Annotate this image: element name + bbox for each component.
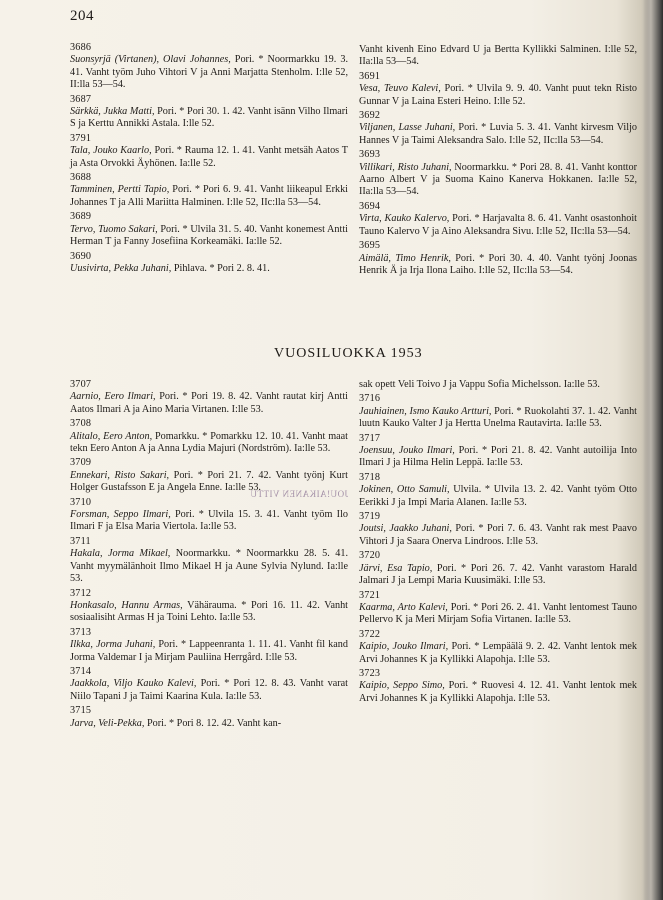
entry-text: Pori. * Pori 21. 7. 42. Vanht työnj Kurt Holger Gustafsson E ja Angela Enne. Ia:lle 53. bbox=[70, 469, 348, 494]
entry-name: Virta, Kauko Kalervo, bbox=[359, 213, 450, 225]
entry bbox=[359, 629, 637, 666]
entry-number: 3723 bbox=[359, 667, 381, 679]
entry-name: Honkasalo, Hannu Armas, bbox=[70, 599, 183, 611]
entry-text: Pori. * Noormarkku 19. 3. 41. Vanht työm Juho Vihtori V ja Anni Marjatta Stenholm. I:lle 52, II:lla 53—54. bbox=[70, 54, 348, 91]
entry-text: Pori. * Pori 26. 7. 42. Vanht varastom Harald Jalmari J ja Lempi Maria Kuusimäki. I:lle 53. bbox=[359, 562, 637, 587]
column-d bbox=[359, 379, 637, 707]
entry bbox=[70, 94, 348, 131]
entry bbox=[70, 536, 348, 586]
entry bbox=[359, 110, 637, 147]
entry-text: sak opett Veli Toivo J ja Vappu Sofia Michelsson. Ia:lle 53. bbox=[359, 379, 600, 390]
column-c bbox=[70, 379, 348, 732]
entry-text: Pori. * Pori 19. 8. 42. Vanht rautat kirj Antti Aatos Ilmari A ja Aino Maria Virtanen. I:lle 53. bbox=[70, 391, 348, 415]
entry-number: 3692 bbox=[359, 110, 381, 122]
entry-text: Pihlava. * Pori 2. 8. 41. bbox=[171, 262, 270, 274]
entry-name: Suonsyrjä (Virtanen), Olavi Johannes, bbox=[70, 54, 231, 66]
entry-text: Pori. * Lempäälä 9. 2. 42. Vanht lentok mek Arvi Johannes K ja Kyllikki Alapohja. I:lle 53. bbox=[359, 641, 637, 665]
page-number: 204 bbox=[70, 8, 94, 24]
entry-name: Aarnio, Eero Ilmari, bbox=[70, 391, 156, 403]
entry-name: Särkkä, Jukka Matti, bbox=[70, 106, 155, 118]
entry bbox=[70, 211, 348, 248]
entry-number: 3721 bbox=[359, 589, 381, 601]
entry bbox=[70, 172, 348, 209]
entry-name: Ennekari, Risto Sakari, bbox=[70, 469, 170, 481]
entry-number: 3717 bbox=[359, 432, 381, 444]
entry bbox=[359, 393, 637, 430]
entry bbox=[359, 379, 637, 391]
entry-name: Tamminen, Pertti Tapio, bbox=[70, 184, 170, 196]
entry bbox=[359, 201, 637, 238]
entry-name: Jokinen, Otto Samuli, bbox=[359, 484, 450, 496]
entry-text: Pori. * Lappeenranta 1. 11. 41. Vanht fil kand Jorma Valdemar I ja Mirjam Pauliina Herrgård. I:lle 53. bbox=[70, 639, 348, 663]
entry-name: Alitalo, Eero Anton, bbox=[70, 430, 153, 442]
entry-number: 3713 bbox=[70, 626, 92, 638]
entry-number: 3722 bbox=[359, 628, 381, 640]
entry-text: Vähärauma. * Pori 16. 11. 42. Vanht sosiaalisiht Armas H ja Toini Lehto. Ia:lle 53. bbox=[70, 599, 349, 624]
entry-name: Viljanen, Lasse Juhani, bbox=[359, 122, 456, 134]
entry-name: Joutsi, Jaakko Juhani, bbox=[359, 523, 452, 535]
entry-number: 3716 bbox=[359, 393, 381, 405]
entry-name: Jaakkola, Viljo Kauko Kalevi, bbox=[70, 678, 197, 690]
entry-name: Tala, Jouko Kaarlo, bbox=[70, 145, 152, 157]
entry-text: Pori. * Pori 7. 6. 43. Vanht rak mest Paavo Vihtori J ja Saara Onerva Lindroos. I:lle 53. bbox=[359, 523, 637, 547]
entry-text: Pori. * Pori 8. 12. 42. Vanht kan- bbox=[144, 717, 282, 729]
entry-number: 3718 bbox=[359, 471, 381, 483]
entry-text: Pori. * Luvia 5. 3. 41. Vanht kirvesm Viljo Hannes V ja Taimi Aleksandra Salo. I:lle 52, IIc:lla 53—54. bbox=[359, 122, 637, 146]
entry-text: Pori. * Pori 12. 8. 43. Vanht varat Niilo Tapani J ja Taimi Kaarina Kula. Ia:lle 53. bbox=[70, 678, 348, 702]
entry-name: Hakala, Jorma Mikael, bbox=[70, 548, 171, 560]
entry bbox=[70, 588, 348, 625]
entry-number: 3690 bbox=[70, 250, 92, 262]
entry-number: 3719 bbox=[359, 511, 381, 523]
entry-number: 3687 bbox=[70, 93, 92, 105]
entry-name: Ilkka, Jorma Juhani, bbox=[70, 639, 156, 651]
section-title: VUOSILUOKKA 1953 bbox=[274, 346, 423, 361]
entry-number: 3693 bbox=[359, 149, 381, 161]
entry-text: Pori. * Ulvila 9. 9. 40. Vanht puut tekn Risto Gunnar V ja Laina Esteri Heino. I:lle 52. bbox=[359, 83, 637, 107]
entry-text: Pori. * Ruokolahti 37. 1. 42. Vanht luutn Kauko Valter J ja Hertta Unelma Rautavirta. Ia:lle 53. bbox=[359, 405, 637, 430]
entry-number: 3720 bbox=[359, 550, 381, 562]
entry-name: Jarva, Veli-Pekka, bbox=[70, 717, 145, 729]
entry-text: Pori. * Pori 6. 9. 41. Vanht liikeapul Erkki Johannes T ja Alli Mariitta Halminen. I:lle 52, IIc:lla 53—54. bbox=[70, 184, 349, 208]
entry bbox=[70, 705, 348, 730]
entry-text: Pori. * Pori 30. 1. 42. Vanht isänn Vilho Ilmari S ja Kerttu Annikki Astala. I:lle 52. bbox=[70, 106, 348, 130]
entry-number: 3695 bbox=[359, 240, 381, 252]
column-b bbox=[359, 44, 637, 279]
entry bbox=[359, 149, 637, 199]
show-through-text: JOU!AIKANEN VITTU bbox=[250, 489, 349, 499]
entry-text: Pori. * Rauma 12. 1. 41. Vanht metsäh Aatos T ja Asta Orvokki Äyhönen. Ia:lle 52. bbox=[70, 145, 348, 169]
entry-text: Noormarkku. * Pori 28. 8. 41. Vanht konttor Aarno Albert V ja Suoma Kaino Kanerva Hokkanen. Ia:lle 52, IIa:lla 53—54. bbox=[359, 161, 637, 198]
entry-text: Pori. * Harjavalta 8. 6. 41. Vanht osastonhoit Tauno Kalervo V ja Aino Aleksandra Sivu. I:lle 52, IIc:lla 53—54. bbox=[359, 213, 637, 237]
entry bbox=[70, 418, 348, 455]
entry-text: Pori. * Ruovesi 4. 12. 41. Vanht lentok mek Arvi Johannes K ja Kyllikki Alapohja. I:lle 53. bbox=[359, 680, 637, 704]
entry bbox=[359, 433, 637, 470]
entry-text: Pomarkku. * Pomarkku 12. 10. 41. Vanht maat tekn Eero Anton A ja Anna Lydia Majuri (Nordström). Ia:lle 53. bbox=[70, 430, 348, 455]
entry bbox=[359, 668, 637, 705]
entry-name: Uusivirta, Pekka Juhani, bbox=[70, 262, 172, 274]
page-binding-edge bbox=[641, 0, 663, 900]
entry bbox=[70, 666, 348, 703]
entry-text: Pori. * Pori 26. 2. 41. Vanht lentomest Tauno Pellervo K ja Meri Mirjam Sofia Virtanen. Ia:lle 53. bbox=[359, 601, 637, 626]
entry-number: 3688 bbox=[70, 172, 92, 184]
entry bbox=[359, 472, 637, 509]
entry bbox=[359, 550, 637, 587]
entry-text: Ulvila. * Ulvila 13. 2. 42. Vanht työm Otto Eerikki J ja Impi Maria Alanen. Ia:lle 53. bbox=[359, 484, 637, 508]
entry bbox=[70, 42, 348, 92]
entry-number: 3708 bbox=[70, 418, 92, 430]
entry-number: 3689 bbox=[70, 211, 92, 223]
entry-number: 3710 bbox=[70, 496, 92, 508]
entry-number: 3707 bbox=[70, 379, 92, 390]
entry-name: Vesa, Teuvo Kalevi, bbox=[359, 83, 441, 95]
entry-number: 3691 bbox=[359, 70, 381, 82]
entry-name: Forsman, Seppo Ilmari, bbox=[70, 509, 171, 521]
entry bbox=[70, 497, 348, 534]
entry bbox=[70, 133, 348, 170]
entry-text: Vanht kivenh Eino Edvard U ja Bertta Kyllikki Salminen. I:lle 52, IIa:lla 53—54. bbox=[359, 44, 637, 68]
entry bbox=[70, 627, 348, 664]
column-a bbox=[70, 42, 348, 277]
entry-name: Kaipio, Seppo Simo, bbox=[359, 680, 445, 692]
entry-name: Tervo, Tuomo Sakari, bbox=[70, 223, 158, 235]
entry bbox=[359, 511, 637, 548]
entry bbox=[70, 251, 348, 276]
entry-number: 3715 bbox=[70, 705, 92, 717]
entry-number: 3791 bbox=[70, 132, 92, 144]
entry-name: Aimälä, Timo Henrik, bbox=[359, 252, 451, 264]
entry bbox=[359, 240, 637, 277]
entry-text: Pori. * Pori 30. 4. 40. Vanht työnj Joonas Henrik Ä ja Irja Ilona Laiho. I:lle 52, IIc:lla 53—54. bbox=[359, 252, 637, 276]
entry-name: Joensuu, Jouko Ilmari, bbox=[359, 445, 455, 457]
entry-name: Kaarma, Arto Kalevi, bbox=[359, 601, 448, 613]
entry-number: 3694 bbox=[359, 200, 381, 212]
entry-name: Kaipio, Jouko Ilmari, bbox=[359, 641, 449, 653]
entry-text: Pori. * Ulvila 15. 3. 41. Vanht työm Ilo Ilmari F ja Elsa Maria Viertola. Ia:lle 53. bbox=[70, 509, 348, 533]
entry bbox=[359, 590, 637, 627]
entry-text: Pori. * Ulvila 31. 5. 40. Vanht konemest Antti Herman T ja Fanny Josefiina Korkeamäki. Ia:lle 52. bbox=[70, 223, 349, 248]
entry-number: 3711 bbox=[70, 535, 91, 547]
entry-name: Jauhiainen, Ismo Kauko Artturi, bbox=[359, 405, 492, 417]
entry-name: Järvi, Esa Tapio, bbox=[359, 562, 433, 574]
entry-text: Noormarkku. * Noormarkku 28. 5. 41. Vanht myymälänhoit Ilmo Mikael H ja Aune Sylvia Nylund. Ia:lle 53. bbox=[70, 548, 348, 585]
entry-number: 3686 bbox=[70, 42, 92, 53]
entry bbox=[70, 379, 348, 416]
entry-number: 3709 bbox=[70, 457, 92, 469]
entry bbox=[359, 44, 637, 69]
entry-name: Villikari, Risto Juhani, bbox=[359, 161, 452, 173]
entry-number: 3712 bbox=[70, 587, 92, 599]
entry-text: Pori. * Pori 21. 8. 42. Vanht autoilija Into Ilmari J ja Hilma Helin Leppä. Ia:lle 53. bbox=[359, 445, 637, 469]
entry-number: 3714 bbox=[70, 665, 92, 677]
entry bbox=[359, 71, 637, 108]
